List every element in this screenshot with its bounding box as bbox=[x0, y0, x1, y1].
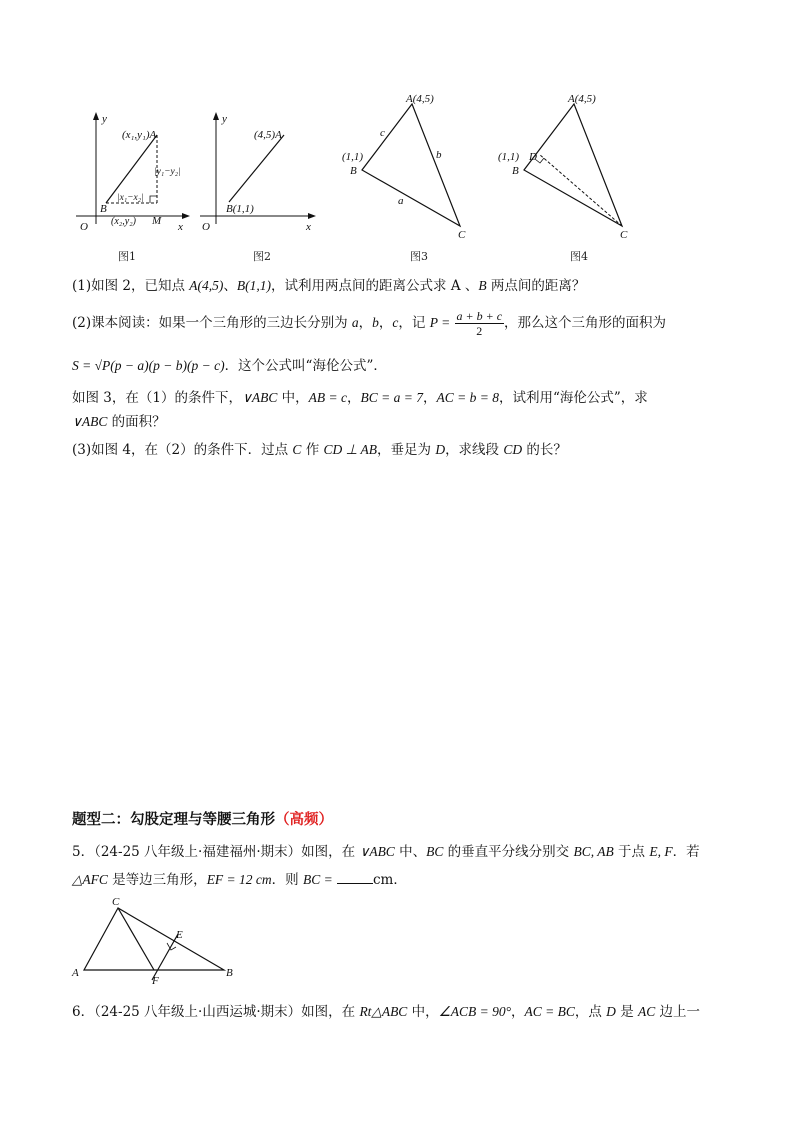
question-6: 6．（24-25 八年级上·山西运城·期末）如图，在 Rt△ABC 中，∠ACB = 90°，AC = BC，点 D 是 AC 边上一 bbox=[72, 1004, 701, 1020]
fig2-origin-label: O bbox=[202, 221, 210, 233]
question-2-line-2: S = √P(p − a)(p − b)(p − c)．这个公式叫“海伦公式”． bbox=[72, 358, 387, 374]
fig3-side-b: b bbox=[436, 149, 442, 161]
question-5-line-1: 5．（24-25 八年级上·福建福州·期末）如图，在 ∨ABC 中、BC 的垂直平分线分别交 BC, AB 于点 E, F．若 bbox=[72, 844, 700, 860]
fig4-d-label: D bbox=[529, 151, 537, 163]
high-frequency-tag: （高频） bbox=[275, 811, 333, 828]
fig1-horizontal-distance: |x₁−x₂| bbox=[117, 193, 144, 203]
section-heading: 题型二：勾股定理与等腰三角形（高频） bbox=[72, 811, 333, 828]
fig3-caption: 图3 bbox=[410, 250, 428, 263]
fig4-b-coord: (1,1) bbox=[498, 151, 520, 163]
fig4-caption: 图4 bbox=[570, 250, 588, 263]
question-2-line-4: ∨ABC 的面积？ bbox=[72, 414, 166, 430]
fig3-side-a: a bbox=[398, 195, 404, 207]
fig5-e-label: E bbox=[176, 929, 183, 941]
fig3-b-label: B bbox=[350, 165, 357, 177]
fig1-caption: 图1 bbox=[118, 250, 136, 263]
fig5-c-label: C bbox=[112, 896, 120, 908]
figure-3 bbox=[336, 92, 476, 240]
p-fraction: $\frac{a + b + c}{2}$ bbox=[456, 309, 503, 338]
fig1-b-label: B bbox=[100, 203, 107, 215]
question-1: (1)如图 2，已知点 A(4,5)、B(1,1)，试利用两点间的距离公式求 A 、B 两点间的距离？ bbox=[72, 278, 586, 294]
question-5-line-2: △AFC 是等边三角形，EF = 12 cm．则 BC = cm． bbox=[72, 872, 407, 888]
question-2-line-1: (2)课本阅读：如果一个三角形的三边长分别为 a，b，c，记 P = $\frac{a + b + c}{2}$ ，那么这个三角形的面积为 bbox=[72, 309, 667, 338]
fig1-origin-label: O bbox=[80, 221, 88, 233]
fig2-x-label: x bbox=[306, 221, 311, 233]
fig1-y-label: y bbox=[102, 113, 107, 125]
fig5-b-label: B bbox=[226, 967, 233, 979]
figure-5 bbox=[70, 894, 240, 986]
fig1-b-coord: (x₂,y₂) bbox=[111, 216, 136, 227]
fig5-a-label: A bbox=[72, 967, 79, 979]
fig5-f-label: F bbox=[152, 975, 159, 987]
fig4-c-label: C bbox=[620, 229, 628, 241]
fig3-side-c: c bbox=[380, 127, 385, 139]
heron-formula: S = √P(p − a)(p − b)(p − c) bbox=[72, 358, 225, 373]
question-3: (3)如图 4，在（2）的条件下．过点 C 作 CD ⊥ AB，垂足为 D，求线段 CD 的长？ bbox=[72, 442, 567, 458]
fig2-a-label: (4,5)A bbox=[254, 129, 282, 141]
fig3-c-label: C bbox=[458, 229, 466, 241]
fig2-caption: 图2 bbox=[253, 250, 271, 263]
question-2-line-3: 如图 3，在（1）的条件下，∨ABC 中，AB = c，BC = a = 7，AC = b = 8，试利用“海伦公式”，求 bbox=[72, 390, 648, 406]
fig3-b-coord: (1,1) bbox=[342, 151, 364, 163]
figure-1 bbox=[70, 108, 190, 238]
fig1-m-label: M bbox=[152, 215, 162, 227]
figure-4 bbox=[496, 92, 642, 240]
fig2-b-label: B(1,1) bbox=[226, 203, 254, 215]
fig4-a-label: A(4,5) bbox=[568, 93, 596, 105]
fig1-x-label: x bbox=[178, 221, 183, 233]
fig3-a-label: A(4,5) bbox=[406, 93, 434, 105]
answer-blank[interactable] bbox=[337, 871, 373, 884]
fig1-vertical-distance: |y₁−y₂| bbox=[154, 167, 181, 177]
figure-2 bbox=[196, 108, 316, 238]
fig1-a-label: (x₁,y₁)A bbox=[122, 129, 157, 141]
fig4-b-label: B bbox=[512, 165, 519, 177]
fig2-y-label: y bbox=[222, 113, 227, 125]
